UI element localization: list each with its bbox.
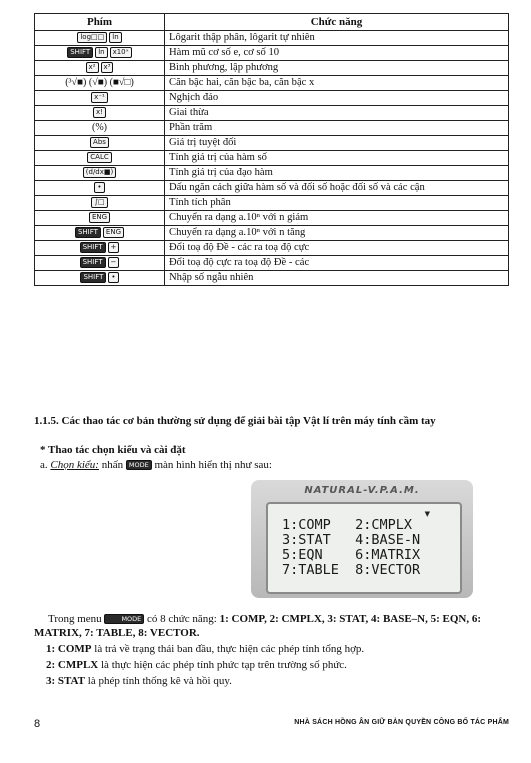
list-item-text: là phép tính thống kê và hồi quy. bbox=[85, 675, 232, 687]
calculator-key-icon: − bbox=[108, 257, 120, 268]
function-description: Nghịch đảo bbox=[165, 91, 509, 106]
calculator-key-icon: SHIFT bbox=[67, 47, 93, 58]
calculator-brand-label: NATURAL-V.P.A.M. bbox=[304, 485, 420, 496]
table-row bbox=[35, 106, 509, 121]
table-row bbox=[35, 241, 509, 256]
table-row bbox=[35, 271, 509, 286]
lcd-line: 7:TABLE 8:VECTOR bbox=[282, 562, 421, 578]
list-item-text: là trả về trạng thái ban đầu, thực hiện các phép tính tổng hợp. bbox=[91, 643, 365, 655]
function-description: Bình phương, lập phương bbox=[165, 61, 509, 76]
section-heading: 1.1.5. Các thao tác cơ bản thường sử dụng để giải bài tập Vật lí trên máy tính cầm tay bbox=[34, 415, 436, 427]
mode-key-icon: MODE bbox=[104, 614, 144, 624]
table-row bbox=[35, 121, 509, 136]
calculator-key-icon: SHIFT bbox=[80, 242, 106, 253]
function-description: Phần trăm bbox=[165, 121, 509, 136]
table-row bbox=[35, 226, 509, 241]
function-description: Đổi toạ độ Đề - các ra toạ độ cực bbox=[165, 241, 509, 256]
line-a-text-before-key: nhấn bbox=[98, 459, 126, 471]
key-cell bbox=[35, 121, 165, 136]
function-description: Nhập số ngẫu nhiên bbox=[165, 271, 509, 286]
function-description: Giá trị tuyệt đối bbox=[165, 136, 509, 151]
key-cell bbox=[35, 271, 165, 286]
table-row bbox=[35, 76, 509, 91]
calculator-key-icon: x⁻¹ bbox=[91, 92, 108, 103]
list-item-term: 1: COMP bbox=[46, 643, 92, 655]
function-description: Hàm mũ cơ số e, cơ số 10 bbox=[165, 46, 509, 61]
table-row bbox=[35, 31, 509, 46]
mode-key-icon: MODE bbox=[126, 460, 152, 470]
calculator-key-icon: x³ bbox=[101, 62, 114, 73]
calculator-key-icon: ∫□ bbox=[91, 197, 107, 208]
key-cell bbox=[35, 166, 165, 181]
menu-paragraph bbox=[34, 612, 509, 640]
calculator-key-icon: log□□ bbox=[77, 32, 107, 43]
calculator-key-icon: (d/dx■) bbox=[83, 167, 116, 178]
table-row bbox=[35, 196, 509, 211]
table-body bbox=[35, 31, 509, 286]
table-row bbox=[35, 166, 509, 181]
calculator-key-icon: ENG bbox=[89, 212, 110, 223]
key-cell bbox=[35, 151, 165, 166]
line-a-prefix: a. bbox=[40, 459, 51, 471]
key-cell bbox=[35, 211, 165, 226]
key-cell bbox=[35, 46, 165, 61]
key-cell bbox=[35, 226, 165, 241]
list-item bbox=[46, 674, 521, 688]
list-item bbox=[46, 658, 521, 672]
calculator-key-icon: • bbox=[94, 182, 104, 193]
instruction-line-a bbox=[40, 458, 515, 472]
key-cell bbox=[35, 136, 165, 151]
function-description: Chuyển ra dạng a.10ⁿ với n giảm bbox=[165, 211, 509, 226]
calculator-key-icon: SHIFT bbox=[80, 272, 106, 283]
calculator-key-icon: SHIFT bbox=[80, 257, 106, 268]
calculator-key-icon: x² bbox=[86, 62, 99, 73]
calculator-key-icon: Abs bbox=[90, 137, 109, 148]
key-cell bbox=[35, 196, 165, 211]
scroll-down-indicator-icon: ▼ bbox=[424, 510, 430, 518]
calculator-key-icon: x! bbox=[93, 107, 106, 118]
lcd-line: 5:EQN 6:MATRIX bbox=[282, 547, 421, 563]
table-row bbox=[35, 181, 509, 196]
page-number: 8 bbox=[34, 718, 41, 730]
calculator-key-icon: ln bbox=[95, 47, 107, 58]
section-subheading: * Thao tác chọn kiểu và cài đặt bbox=[40, 444, 186, 456]
function-description: Dấu ngăn cách giữa hàm số và đối số hoặc đối số và các cận bbox=[165, 181, 509, 196]
calculator-key-icon: CALC bbox=[87, 152, 111, 163]
table-row bbox=[35, 211, 509, 226]
key-cell bbox=[35, 241, 165, 256]
function-description: Chuyển ra dạng a.10ⁿ với n tăng bbox=[165, 226, 509, 241]
table-row bbox=[35, 61, 509, 76]
key-function-table bbox=[34, 13, 509, 286]
calculator-key-icon: • bbox=[108, 272, 118, 283]
key-cell bbox=[35, 91, 165, 106]
key-cell bbox=[35, 61, 165, 76]
lcd-line: 3:STAT 4:BASE-N bbox=[282, 532, 421, 548]
column-header-key: Phím bbox=[35, 14, 165, 31]
calculator-key-icon: SHIFT bbox=[75, 227, 101, 238]
key-cell bbox=[35, 31, 165, 46]
function-description: Đổi toạ độ cực ra toạ độ Đề - các bbox=[165, 256, 509, 271]
list-item-term: 3: STAT bbox=[46, 675, 86, 687]
function-description: Tính giá trị của hàm số bbox=[165, 151, 509, 166]
table-row bbox=[35, 151, 509, 166]
menu-paragraph-mid: có 8 chức năng: bbox=[144, 613, 220, 625]
calculator-key-icon: x10ˣ bbox=[110, 47, 132, 58]
function-description: Tính giá trị của đạo hàm bbox=[165, 166, 509, 181]
list-item bbox=[46, 642, 521, 656]
table-row bbox=[35, 46, 509, 61]
menu-paragraph-intro: Trong menu bbox=[48, 613, 105, 625]
function-description: Giai thừa bbox=[165, 106, 509, 121]
lcd-line: 1:COMP 2:CMPLX bbox=[282, 517, 413, 533]
calculator-key-icon: ENG bbox=[103, 227, 124, 238]
function-description: Tính tích phân bbox=[165, 196, 509, 211]
line-a-underlined-label: Chọn kiểu: bbox=[50, 459, 99, 471]
key-cell bbox=[35, 181, 165, 196]
key-cell bbox=[35, 76, 165, 91]
key-text: (%) bbox=[92, 122, 107, 133]
key-cell bbox=[35, 256, 165, 271]
calculator-key-icon: + bbox=[108, 242, 120, 253]
calculator-lcd bbox=[266, 502, 462, 594]
calculator-screen-figure bbox=[251, 480, 473, 598]
column-header-function: Chức năng bbox=[165, 14, 509, 31]
function-description: Căn bậc hai, căn bậc ba, căn bậc x bbox=[165, 76, 509, 91]
line-a-text-after-key: màn hình hiển thị như sau: bbox=[151, 459, 272, 471]
calculator-key-icon: ln bbox=[109, 32, 121, 43]
list-item-term: 2: CMPLX bbox=[46, 659, 99, 671]
function-description: Lôgarit thập phân, lôgarit tự nhiên bbox=[165, 31, 509, 46]
table-row bbox=[35, 256, 509, 271]
table-header-row bbox=[35, 14, 509, 31]
table-row bbox=[35, 136, 509, 151]
table-row bbox=[35, 91, 509, 106]
list-item-text: là thực hiện các phép tính phức tạp trên trường số phức. bbox=[98, 659, 347, 671]
key-text: (³√■) (√■) (■√□) bbox=[65, 77, 134, 88]
key-cell bbox=[35, 106, 165, 121]
menu-function-list: 1: COMP, 2: CMPLX, 3: STAT, 4: BASE–N, 5: EQN, 6: MATRIX, 7: TABLE, 8: VECTOR. bbox=[34, 613, 482, 639]
publisher-footer: NHÀ SÁCH HỒNG ÂN GIỮ BẢN QUYỀN CÔNG BỐ TÁC PHẨM bbox=[294, 719, 509, 726]
